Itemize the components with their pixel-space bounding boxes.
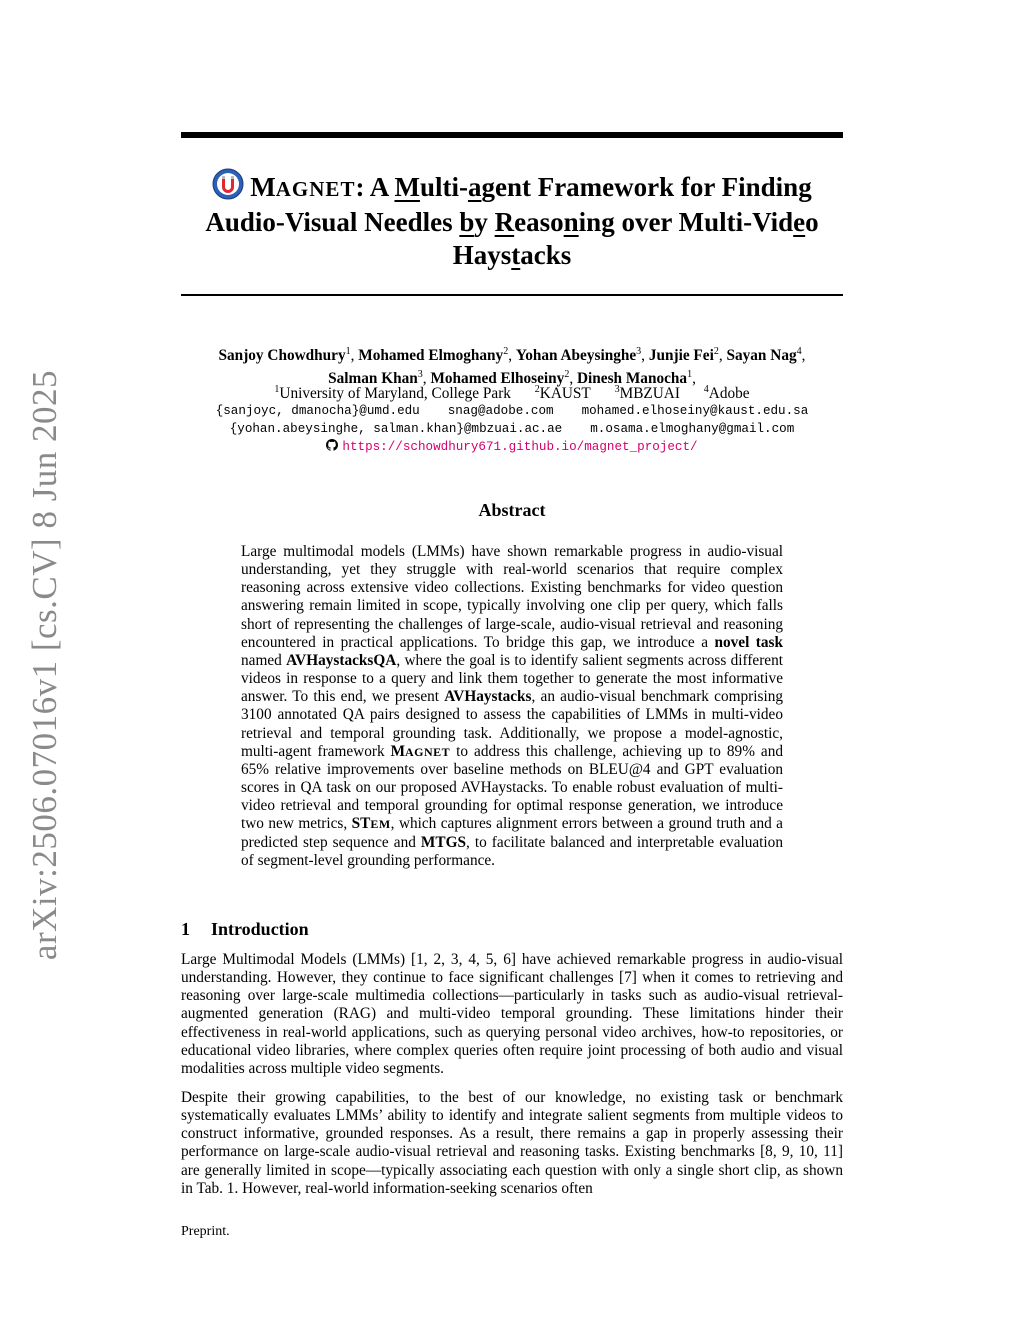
- project-url-line: [181, 438, 843, 456]
- magnet-logo-icon: [212, 168, 244, 200]
- title-rule-bottom: [181, 294, 843, 296]
- affiliation-item: $^1$University of Maryland, College Park: [274, 384, 511, 403]
- author-name: Yohan Abeysinghe: [515, 347, 637, 365]
- arxiv-sidebar-stamp: [20, 369, 70, 961]
- affiliation-item: $^4$Adobe: [703, 384, 750, 403]
- intro-paragraph-1: Large Multimodal Models (LMMs) [1, 2, 3, 4, 5, 6] have achieved remarkable progress in audio-visual understanding. However, they continue to face significant challenges [7] when it comes to retrieving and reasoning over large-scale multimedia collections—particularly in tasks such as audio-visual retrieval-augmented generation (RAG) and multi-video temporal grounding. These limitations hinder their effectiveness in real-world applications, such as querying personal video archives, how-to repositories, or educational video libraries, where complex queries often require joint processing of both audio and visual modalities across multiple video segments.: [181, 951, 843, 1077]
- abstract-body: Large multimodal models (LMMs) have shown remarkable progress in audio-visual understanding, yet they struggle with real-world scenarios that require complex reasoning across extensive video collections. Existing benchmarks for video question answering remain limited in scope, typically involving one clip per query, which falls short of representing the challenges of large-scale, audio-visual retrieval and reasoning encountered in practical applications. To bridge this gap, we introduce a novel task named AVHaystacksQA, where the goal is to identify salient segments across different videos in response to a query and link them together to generate the most informative answer. To this end, we present AVHaystacks, an audio-visual benchmark comprising 3100 annotated QA pairs designed to assess the capabilities of LMMs in multi-video retrieval and temporal grounding task. Additionally, we propose a model-agnostic, multi-agent framework MAGNET to address this challenge, achieving up to 89% and 65% relative improvements over baseline methods on BLEU@4 and GPT evaluation scores in QA task on our proposed AVHaystacks. To enable robust evaluation of multi-video retrieval and temporal grounding for optimal response generation, we introduce two new metrics, STEM, which captures alignment errors between a ground truth and a predicted step sequence and MTGS, to facilitate balanced and interpretable evaluation of segment-level grounding performance.: [241, 543, 783, 869]
- author-name: Mohamed Elhoseiny: [430, 370, 565, 388]
- project-url-link[interactable]: https://schowdhury671.github.io/magnet_project/: [342, 440, 698, 454]
- author-list: Sanjoy Chowdhury$^1$, Mohamed Elmoghany$^2$, Yohan Abeysinghe$^3$, Junjie Fei$^2$, Sayan Nag$^4$, Salman Khan$^3$, Mohamed Elhoseiny$^2$, Dinesh Manocha$^1$,: [218, 346, 806, 388]
- affiliation-item: $^3$MBZUAI: [614, 384, 680, 403]
- affiliations: [181, 380, 843, 403]
- section-heading-introduction: 1 Introduction: [181, 919, 309, 939]
- email: m.osama.elmoghany@gmail.com: [590, 422, 795, 436]
- arxiv-id-text: arXiv:2506.07016v1 [cs.CV] 8 Jun 2025: [25, 369, 64, 961]
- affiliation-item: $^2$KAUST: [534, 384, 591, 403]
- author-name: Mohamed Elmoghany: [358, 347, 504, 365]
- author-name: Dinesh Manocha: [576, 370, 688, 388]
- email: {yohan.abeysinghe, salman.khan}@mbzuai.ac.ae: [229, 422, 563, 436]
- footer-note: Preprint.: [181, 1224, 230, 1239]
- email: snag@adobe.com: [447, 404, 554, 418]
- author-name: Junjie Fei: [648, 347, 714, 365]
- author-name: Sanjoy Chowdhury: [218, 347, 346, 365]
- email-row-1: [181, 402, 843, 420]
- email: {sanjoyc, dmanocha}@umd.edu: [215, 404, 420, 418]
- title-rule-top: [181, 132, 843, 138]
- paper-title: MAGNET: A Multi-agent Framework for Finding Audio-Visual Needles by Reasoning over Multi-Video Haystacks: [181, 168, 843, 272]
- author-name: Sayan Nag: [726, 347, 797, 365]
- intro-paragraph-2: Despite their growing capabilities, to the best of our knowledge, no existing task or benchmark systematically evaluates LMMs’ ability to identify and integrate salient segments from multiple videos to construct informative, grounded responses. As a result, there remains a gap in properly assessing their performance on large-scale audio-visual retrieval and reasoning tasks. Existing benchmarks [8, 9, 10, 11] are generally limited in scope—typically associating each question with only a single short clip, as shown in Tab. 1. However, real-world information-seeking scenarios often: [181, 1089, 843, 1197]
- author-name: Salman Khan: [328, 370, 418, 388]
- github-icon: [326, 439, 338, 451]
- email-row-2: [181, 420, 843, 438]
- abstract-heading: Abstract: [478, 500, 546, 520]
- email: mohamed.elhoseiny@kaust.edu.sa: [581, 404, 809, 418]
